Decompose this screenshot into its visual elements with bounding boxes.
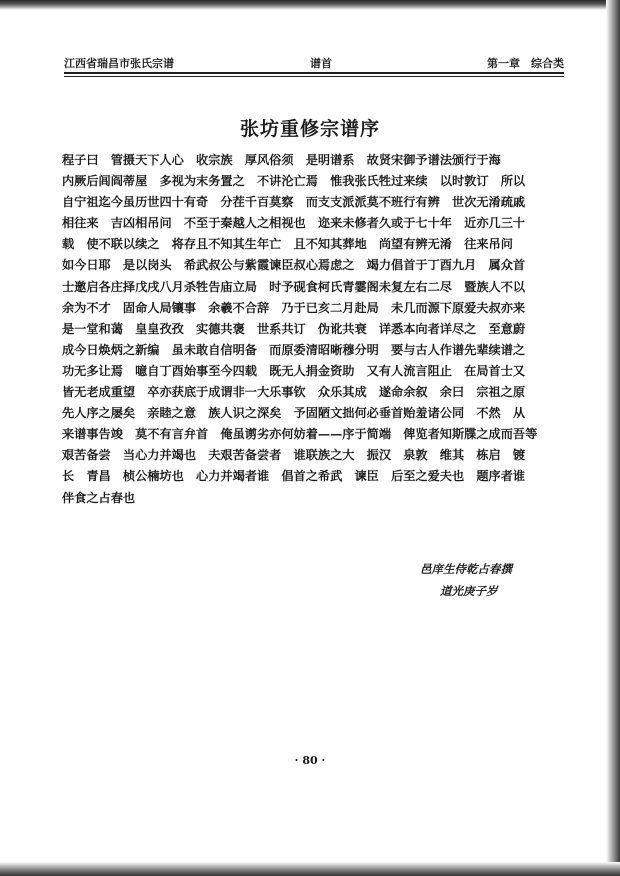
header-book-title: 江西省瑞昌市张氏宗谱 xyxy=(64,57,174,70)
body-line: 自宁祖迄今虽历世四十有奇 分茬千百莫察 而支支派派莫不班行有辨 世次无淆疏戚 xyxy=(62,195,526,210)
page-title: 张坊重修宗谱序 xyxy=(239,118,380,140)
body-line: 如今日耶 是以岗头 希武叔公与紫霞谏臣叔心焉虑之 竭力倡首于丁酉九月 属众首 xyxy=(62,258,526,273)
page-number: · 80 · xyxy=(294,754,326,767)
body-line: 来谱事告竣 莫不有言弁首 俺虽谫劣亦何妨着——序于简端 俾览者知斯牒之成而吾等 xyxy=(62,427,538,442)
header-chapter: 第一章 综合类 xyxy=(487,57,564,70)
body-line: 皆无老成重望 卒亦获底于成谓非一大乐事钦 众乐其成 遂命余叙 余曰 宗祖之原 xyxy=(62,385,526,400)
body-line: 内厥后闾阎蒂屋 多视为末务置之 不讲沦亡焉 惟我张氏牲过来续 以时敦订 所以 xyxy=(62,174,526,189)
body-line: 艰苦备尝 当心力并竭也 夫艰苦备尝者 谁联族之大 振汉 泉敦 维其 栋启 镀 xyxy=(62,448,526,463)
body-line: 功无多让焉 噫自丁酉始事至今四载 既无人捐金资助 又有人流言阻止 在局首士又 xyxy=(62,363,526,378)
signature-date: 道光庚子岁 xyxy=(440,584,498,598)
body-line: 士邀启各庄择戊戌八月杀牲告庙立局 时予砚食柯氏青霎阁未复左右二尽 暨族人不以 xyxy=(62,279,526,294)
scan-edge-top xyxy=(0,0,620,10)
body-line: 余为不才 固命人局镶事 余羲不合辞 乃于已亥二月赴局 未几而源下原爱夫叔亦来 xyxy=(62,300,526,315)
scan-edge-bottom xyxy=(0,862,620,876)
header-rule xyxy=(64,72,564,77)
body-line: 伴食之占春也 xyxy=(62,490,136,505)
signature-author: 邑庠生侍乾占春撰 xyxy=(420,562,512,576)
body-line: 长 青昌 桢公楠坊也 心力并竭者谁 倡首之希武 谏臣 后至之爱夫也 题序者谁 xyxy=(62,469,526,484)
body-line: 是一堂和蔼 皇皇孜孜 实德共褒 世系共订 伪讹共衰 详悉本向者详尽之 至意蔚 xyxy=(62,321,526,336)
page-header xyxy=(64,52,564,72)
body-line: 先人序之屡矣 亲睦之意 族人识之深矣 予固陋文拙何必垂首贻羞诸公同 不然 从 xyxy=(62,406,526,421)
header-section: 谱首 xyxy=(310,57,332,70)
body-line: 载 使不联以续之 将存且不知其生年亡 且不知其葬地 尚望有辨无淆 往来吊问 xyxy=(62,237,513,252)
body-line: 程子曰 管摄天下人心 收宗族 厚风俗须 是明谱系 故贤宋御予谱法颁行于海 xyxy=(62,153,501,167)
body-line: 相往来 吉凶相吊问 不至于秦越人之相视也 迩来未修者久或于七十年 近亦几三十 xyxy=(62,216,526,231)
signature-block xyxy=(420,558,580,602)
body-line: 成今日焕炳之新编 虽未敢自信明备 而原委清昭晰穆分明 要与古人作谱先辈续谱之 xyxy=(62,342,526,357)
preface-body xyxy=(62,150,582,509)
